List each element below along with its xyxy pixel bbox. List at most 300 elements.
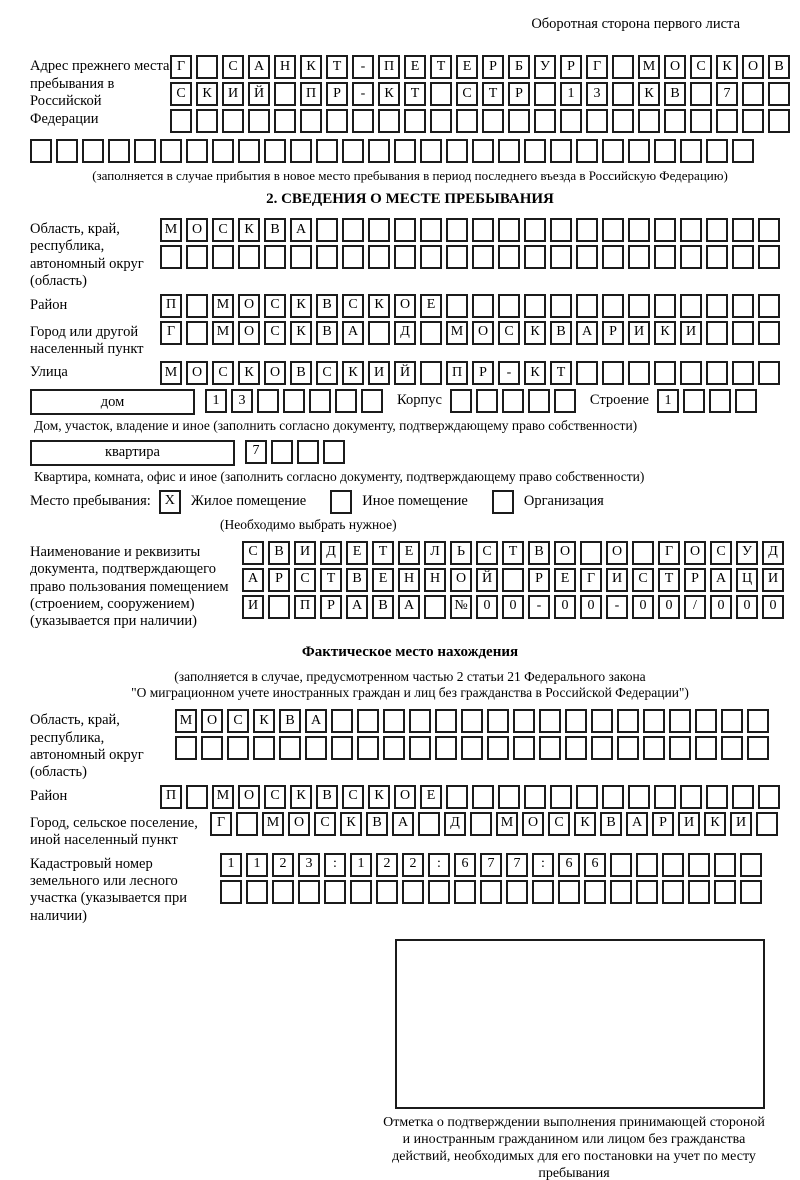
char-box-filled: А bbox=[576, 321, 598, 345]
cadastral-field bbox=[30, 853, 790, 926]
char-box-empty bbox=[264, 245, 286, 269]
char-box-empty bbox=[368, 139, 390, 163]
char-box-empty bbox=[612, 55, 634, 79]
char-box-filled: И bbox=[628, 321, 650, 345]
char-box-filled: П bbox=[294, 595, 316, 619]
char-box-empty bbox=[680, 294, 702, 318]
char-box-empty bbox=[454, 880, 476, 904]
char-box-empty bbox=[576, 785, 598, 809]
fact-district-row bbox=[160, 785, 780, 809]
char-box-empty bbox=[576, 218, 598, 242]
char-box-empty bbox=[643, 736, 665, 760]
char-box-empty bbox=[498, 294, 520, 318]
char-box-filled: К bbox=[196, 82, 218, 106]
region-row-1 bbox=[160, 218, 780, 242]
char-box-empty bbox=[446, 139, 468, 163]
char-box-empty bbox=[680, 245, 702, 269]
char-box-filled: Н bbox=[424, 568, 446, 592]
char-box-filled: О bbox=[742, 55, 764, 79]
apartment-note: Квартира, комната, офис и иное (заполнить согласно документу, подтверждающему право собственности) bbox=[34, 468, 645, 484]
char-box-filled: С bbox=[227, 709, 249, 733]
char-box-empty bbox=[706, 361, 728, 385]
char-box-filled: 1 bbox=[246, 853, 268, 877]
char-box-filled: А bbox=[290, 218, 312, 242]
char-box-filled: В bbox=[768, 55, 790, 79]
street-label: Улица bbox=[30, 364, 68, 381]
char-box-filled: О bbox=[522, 812, 544, 836]
char-box-filled: 0 bbox=[762, 595, 784, 619]
char-box-empty bbox=[662, 853, 684, 877]
char-box-empty bbox=[721, 736, 743, 760]
house-type-box bbox=[30, 389, 195, 415]
char-box-empty bbox=[513, 709, 535, 733]
char-box-filled: Г bbox=[160, 321, 182, 345]
char-box-empty bbox=[238, 139, 260, 163]
fact-region-label: Область, край, республика, автономный округ (область) bbox=[30, 712, 144, 781]
char-box-filled: 0 bbox=[736, 595, 758, 619]
char-box-filled: И bbox=[606, 568, 628, 592]
apartment-cells bbox=[245, 440, 345, 464]
stay-type-label: Место пребывания: bbox=[30, 493, 151, 509]
char-box-empty bbox=[716, 109, 738, 133]
char-box-empty bbox=[446, 245, 468, 269]
char-box-filled: Й bbox=[476, 568, 498, 592]
char-box-filled: Н bbox=[274, 55, 296, 79]
char-box-empty bbox=[680, 785, 702, 809]
checkbox-organization bbox=[492, 490, 514, 514]
char-box-empty bbox=[222, 109, 244, 133]
char-box-empty bbox=[196, 55, 218, 79]
char-box-empty bbox=[331, 709, 353, 733]
char-box-empty bbox=[732, 785, 754, 809]
char-box-empty bbox=[476, 389, 498, 413]
char-box-empty bbox=[357, 709, 379, 733]
char-box-filled: В bbox=[550, 321, 572, 345]
char-box-empty bbox=[326, 109, 348, 133]
char-box-empty bbox=[758, 361, 780, 385]
char-box-empty bbox=[253, 736, 275, 760]
char-box-empty bbox=[550, 785, 572, 809]
char-box-empty bbox=[357, 736, 379, 760]
char-box-filled: 2 bbox=[402, 853, 424, 877]
apartment-type-label: квартира bbox=[105, 443, 160, 460]
char-box-empty bbox=[638, 109, 660, 133]
char-box-filled: О bbox=[394, 294, 416, 318]
char-box-filled: Е bbox=[404, 55, 426, 79]
char-box-filled: 7 bbox=[480, 853, 502, 877]
char-box-empty bbox=[669, 736, 691, 760]
char-box-filled: К bbox=[368, 294, 390, 318]
char-box-empty bbox=[706, 245, 728, 269]
char-box-empty bbox=[498, 245, 520, 269]
char-box-filled: П bbox=[378, 55, 400, 79]
char-box-empty bbox=[576, 245, 598, 269]
char-box-empty bbox=[654, 361, 676, 385]
page-side-note: Оборотная сторона первого листа bbox=[531, 16, 740, 32]
char-box-empty bbox=[706, 218, 728, 242]
char-box-filled: К bbox=[368, 785, 390, 809]
char-box-filled: М bbox=[496, 812, 518, 836]
char-box-empty bbox=[186, 321, 208, 345]
char-box-empty bbox=[742, 109, 764, 133]
char-box-empty bbox=[628, 361, 650, 385]
char-box-empty bbox=[654, 139, 676, 163]
char-box-empty bbox=[201, 736, 223, 760]
char-box-empty bbox=[470, 812, 492, 836]
fact-region-row-2 bbox=[175, 736, 769, 760]
char-box-filled: О bbox=[201, 709, 223, 733]
char-box-empty bbox=[186, 785, 208, 809]
district-label: Район bbox=[30, 296, 68, 313]
prev-address-overflow-row bbox=[30, 139, 790, 163]
char-box-empty bbox=[617, 709, 639, 733]
char-box-filled: С bbox=[242, 541, 264, 565]
char-box-filled: К bbox=[342, 361, 364, 385]
char-box-empty bbox=[735, 389, 757, 413]
char-box-filled: О bbox=[606, 541, 628, 565]
char-box-empty bbox=[680, 139, 702, 163]
apartment-row bbox=[30, 440, 790, 466]
char-box-filled: Т bbox=[658, 568, 680, 592]
char-box-filled: Т bbox=[372, 541, 394, 565]
region-label: Область, край, республика, автономный округ (область) bbox=[30, 220, 144, 290]
char-box-empty bbox=[227, 736, 249, 760]
char-box-empty bbox=[220, 880, 242, 904]
char-box-empty bbox=[654, 785, 676, 809]
char-box-filled: О bbox=[664, 55, 686, 79]
char-box-filled: К bbox=[716, 55, 738, 79]
char-box-empty bbox=[550, 139, 572, 163]
char-box-empty bbox=[368, 218, 390, 242]
char-box-filled: А bbox=[626, 812, 648, 836]
stroenie-cells bbox=[657, 389, 757, 413]
char-box-empty bbox=[342, 245, 364, 269]
char-box-empty bbox=[524, 245, 546, 269]
char-box-empty bbox=[732, 139, 754, 163]
char-box-empty bbox=[487, 736, 509, 760]
char-box-filled: В bbox=[290, 361, 312, 385]
char-box-filled: И bbox=[242, 595, 264, 619]
fact-region-field bbox=[30, 709, 790, 782]
char-box-empty bbox=[768, 82, 790, 106]
char-box-filled: 6 bbox=[584, 853, 606, 877]
char-box-filled: 7 bbox=[506, 853, 528, 877]
char-box-empty bbox=[502, 568, 524, 592]
house-number-cells bbox=[205, 389, 383, 413]
char-box-empty bbox=[632, 541, 654, 565]
char-box-filled: К bbox=[638, 82, 660, 106]
char-box-filled: Ц bbox=[736, 568, 758, 592]
char-box-filled: О bbox=[450, 568, 472, 592]
char-box-empty bbox=[324, 880, 346, 904]
char-box-empty bbox=[420, 139, 442, 163]
char-box-filled: И bbox=[680, 321, 702, 345]
char-box-filled: К bbox=[253, 709, 275, 733]
char-box-filled: 6 bbox=[558, 853, 580, 877]
char-box-filled: С bbox=[342, 785, 364, 809]
char-box-empty bbox=[271, 440, 293, 464]
char-box-filled: А bbox=[398, 595, 420, 619]
char-box-empty bbox=[472, 245, 494, 269]
char-box-filled: В bbox=[279, 709, 301, 733]
char-box-empty bbox=[610, 880, 632, 904]
char-box-empty bbox=[498, 139, 520, 163]
char-box-filled: М bbox=[160, 361, 182, 385]
district-row bbox=[160, 294, 780, 318]
char-box-empty bbox=[435, 736, 457, 760]
char-box-filled: С bbox=[212, 361, 234, 385]
char-box-empty bbox=[409, 709, 431, 733]
char-box-empty bbox=[350, 880, 372, 904]
char-box-empty bbox=[196, 109, 218, 133]
char-box-filled: Т bbox=[502, 541, 524, 565]
char-box-filled: Р bbox=[508, 82, 530, 106]
char-box-empty bbox=[238, 245, 260, 269]
char-box-filled: В bbox=[316, 785, 338, 809]
char-box-empty bbox=[732, 218, 754, 242]
char-box-filled: 2 bbox=[272, 853, 294, 877]
char-box-filled: Л bbox=[424, 541, 446, 565]
char-box-filled: И bbox=[368, 361, 390, 385]
confirmation-stamp-note: Отметка о подтверждении выполнения принимающей стороной и иностранным гражданином или лицом без гражданства действий, необходимых для его постановки на учет по месту пребывания bbox=[383, 1115, 765, 1180]
document-row-3 bbox=[242, 595, 784, 619]
char-box-filled: И bbox=[762, 568, 784, 592]
char-box-empty bbox=[134, 139, 156, 163]
char-box-filled: - bbox=[606, 595, 628, 619]
char-box-filled: 0 bbox=[554, 595, 576, 619]
char-box-filled: : bbox=[324, 853, 346, 877]
char-box-filled: О bbox=[238, 294, 260, 318]
char-box-empty bbox=[524, 218, 546, 242]
char-box-empty bbox=[404, 109, 426, 133]
char-box-filled: Р bbox=[326, 82, 348, 106]
char-box-filled: В bbox=[268, 541, 290, 565]
section2-title: 2. СВЕДЕНИЯ О МЕСТЕ ПРЕБЫВАНИЯ bbox=[266, 190, 554, 207]
char-box-filled: У bbox=[736, 541, 758, 565]
char-box-filled: 1 bbox=[205, 389, 227, 413]
char-box-empty bbox=[272, 880, 294, 904]
char-box-filled: М bbox=[446, 321, 468, 345]
char-box-filled: Р bbox=[482, 55, 504, 79]
document-row-1 bbox=[242, 541, 784, 565]
char-box-empty bbox=[732, 321, 754, 345]
char-box-filled: К bbox=[290, 321, 312, 345]
char-box-filled: О bbox=[264, 361, 286, 385]
char-box-filled: Е bbox=[346, 541, 368, 565]
char-box-filled: М bbox=[160, 218, 182, 242]
char-box-filled: Д bbox=[762, 541, 784, 565]
region-field bbox=[30, 218, 790, 291]
char-box-empty bbox=[550, 218, 572, 242]
char-box-filled: 0 bbox=[476, 595, 498, 619]
char-box-filled: С bbox=[690, 55, 712, 79]
actual-location-note-1: (заполняется в случае, предусмотренном частью 2 статьи 21 Федерального закона bbox=[174, 668, 646, 684]
char-box-empty bbox=[487, 709, 509, 733]
char-box-empty bbox=[662, 880, 684, 904]
char-box-empty bbox=[732, 294, 754, 318]
char-box-empty bbox=[602, 361, 624, 385]
char-box-empty bbox=[721, 709, 743, 733]
char-box-empty bbox=[248, 109, 270, 133]
char-box-empty bbox=[480, 880, 502, 904]
char-box-empty bbox=[636, 853, 658, 877]
char-box-filled: Г bbox=[658, 541, 680, 565]
char-box-empty bbox=[550, 294, 572, 318]
char-box-filled: Т bbox=[404, 82, 426, 106]
char-box-empty bbox=[435, 709, 457, 733]
char-box-filled: В bbox=[316, 321, 338, 345]
char-box-empty bbox=[383, 709, 405, 733]
fact-district-label: Район bbox=[30, 787, 68, 804]
char-box-empty bbox=[461, 736, 483, 760]
char-box-filled: К bbox=[340, 812, 362, 836]
char-box-empty bbox=[160, 245, 182, 269]
char-box-filled: С bbox=[212, 218, 234, 242]
korpus-cells bbox=[450, 389, 576, 413]
char-box-empty bbox=[257, 389, 279, 413]
char-box-filled: 3 bbox=[586, 82, 608, 106]
char-box-empty bbox=[654, 294, 676, 318]
city-field bbox=[30, 321, 790, 359]
char-box-filled: К bbox=[238, 361, 260, 385]
char-box-filled: Т bbox=[550, 361, 572, 385]
char-box-empty bbox=[461, 709, 483, 733]
char-box-filled: С bbox=[632, 568, 654, 592]
char-box-empty bbox=[628, 218, 650, 242]
apartment-type-box bbox=[30, 440, 235, 466]
char-box-empty bbox=[420, 321, 442, 345]
char-box-filled: О bbox=[554, 541, 576, 565]
char-box-filled: Т bbox=[482, 82, 504, 106]
char-box-filled: И bbox=[222, 82, 244, 106]
char-box-filled: К bbox=[290, 785, 312, 809]
char-box-empty bbox=[706, 321, 728, 345]
prev-address-row-1 bbox=[170, 55, 790, 79]
char-box-filled: С bbox=[316, 361, 338, 385]
char-box-filled: 1 bbox=[350, 853, 372, 877]
char-box-empty bbox=[524, 139, 546, 163]
char-box-empty bbox=[274, 82, 296, 106]
confirmation-stamp-box bbox=[395, 939, 765, 1109]
char-box-empty bbox=[309, 389, 331, 413]
district-field bbox=[30, 294, 790, 318]
char-box-filled: Е bbox=[420, 785, 442, 809]
char-box-empty bbox=[740, 853, 762, 877]
char-box-filled: П bbox=[160, 294, 182, 318]
char-box-filled: Е bbox=[372, 568, 394, 592]
char-box-filled: С bbox=[710, 541, 732, 565]
char-box-filled: С bbox=[222, 55, 244, 79]
char-box-empty bbox=[628, 785, 650, 809]
char-box-filled: 1 bbox=[220, 853, 242, 877]
street-field bbox=[30, 361, 790, 385]
char-box-filled: М bbox=[175, 709, 197, 733]
char-box-filled: А bbox=[342, 321, 364, 345]
char-box-filled: К bbox=[574, 812, 596, 836]
char-box-empty bbox=[576, 361, 598, 385]
city-label: Город или другой населенный пункт bbox=[30, 323, 144, 357]
char-box-filled: Д bbox=[320, 541, 342, 565]
char-box-filled: Г bbox=[586, 55, 608, 79]
char-box-empty bbox=[316, 139, 338, 163]
char-box-filled: Р bbox=[602, 321, 624, 345]
char-box-filled: С bbox=[456, 82, 478, 106]
char-box-empty bbox=[186, 139, 208, 163]
char-box-empty bbox=[628, 294, 650, 318]
char-box-empty bbox=[758, 245, 780, 269]
char-box-empty bbox=[695, 709, 717, 733]
char-box-filled: П bbox=[160, 785, 182, 809]
char-box-empty bbox=[472, 294, 494, 318]
char-box-empty bbox=[758, 785, 780, 809]
char-box-empty bbox=[524, 294, 546, 318]
char-box-empty bbox=[758, 321, 780, 345]
char-box-empty bbox=[550, 245, 572, 269]
char-box-filled: В bbox=[528, 541, 550, 565]
char-box-empty bbox=[361, 389, 383, 413]
char-box-filled: Р bbox=[684, 568, 706, 592]
char-box-empty bbox=[446, 785, 468, 809]
char-box-empty bbox=[420, 245, 442, 269]
char-box-filled: С bbox=[498, 321, 520, 345]
char-box-empty bbox=[706, 785, 728, 809]
char-box-empty bbox=[768, 109, 790, 133]
char-box-empty bbox=[212, 245, 234, 269]
char-box-empty bbox=[506, 880, 528, 904]
char-box-filled: Т bbox=[326, 55, 348, 79]
char-box-filled: О bbox=[186, 218, 208, 242]
prev-address-rows bbox=[170, 55, 790, 136]
char-box-empty bbox=[409, 736, 431, 760]
char-box-empty bbox=[298, 880, 320, 904]
char-box-filled: К bbox=[378, 82, 400, 106]
char-box-empty bbox=[612, 82, 634, 106]
char-box-empty bbox=[186, 294, 208, 318]
char-box-empty bbox=[82, 139, 104, 163]
char-box-empty bbox=[430, 109, 452, 133]
char-box-empty bbox=[420, 361, 442, 385]
char-box-empty bbox=[612, 109, 634, 133]
char-box-empty bbox=[732, 361, 754, 385]
char-box-empty bbox=[584, 880, 606, 904]
char-box-empty bbox=[274, 109, 296, 133]
option-organization-label: Организация bbox=[523, 493, 604, 509]
char-box-filled: : bbox=[532, 853, 554, 877]
char-box-filled: 1 bbox=[657, 389, 679, 413]
char-box-filled: В bbox=[372, 595, 394, 619]
document-rows bbox=[242, 541, 784, 622]
char-box-filled: М bbox=[212, 785, 234, 809]
char-box-filled: О bbox=[238, 321, 260, 345]
fact-settlement-row bbox=[210, 812, 778, 836]
char-box-empty bbox=[654, 218, 676, 242]
char-box-empty bbox=[558, 880, 580, 904]
region-row-2 bbox=[160, 245, 780, 269]
char-box-empty bbox=[643, 709, 665, 733]
street-row bbox=[160, 361, 780, 385]
char-box-empty bbox=[279, 736, 301, 760]
house-note: Дом, участок, владение и иное (заполнить согласно документу, подтверждающему право собственности) bbox=[34, 418, 638, 434]
char-box-empty bbox=[450, 389, 472, 413]
char-box-empty bbox=[654, 245, 676, 269]
char-box-empty bbox=[756, 812, 778, 836]
prev-address-label: Адрес прежнего места пребывания в Российской Федерации bbox=[30, 58, 170, 127]
char-box-empty bbox=[758, 218, 780, 242]
char-box-filled: № bbox=[450, 595, 472, 619]
char-box-empty bbox=[580, 541, 602, 565]
char-box-empty bbox=[690, 82, 712, 106]
char-box-filled: В bbox=[346, 568, 368, 592]
